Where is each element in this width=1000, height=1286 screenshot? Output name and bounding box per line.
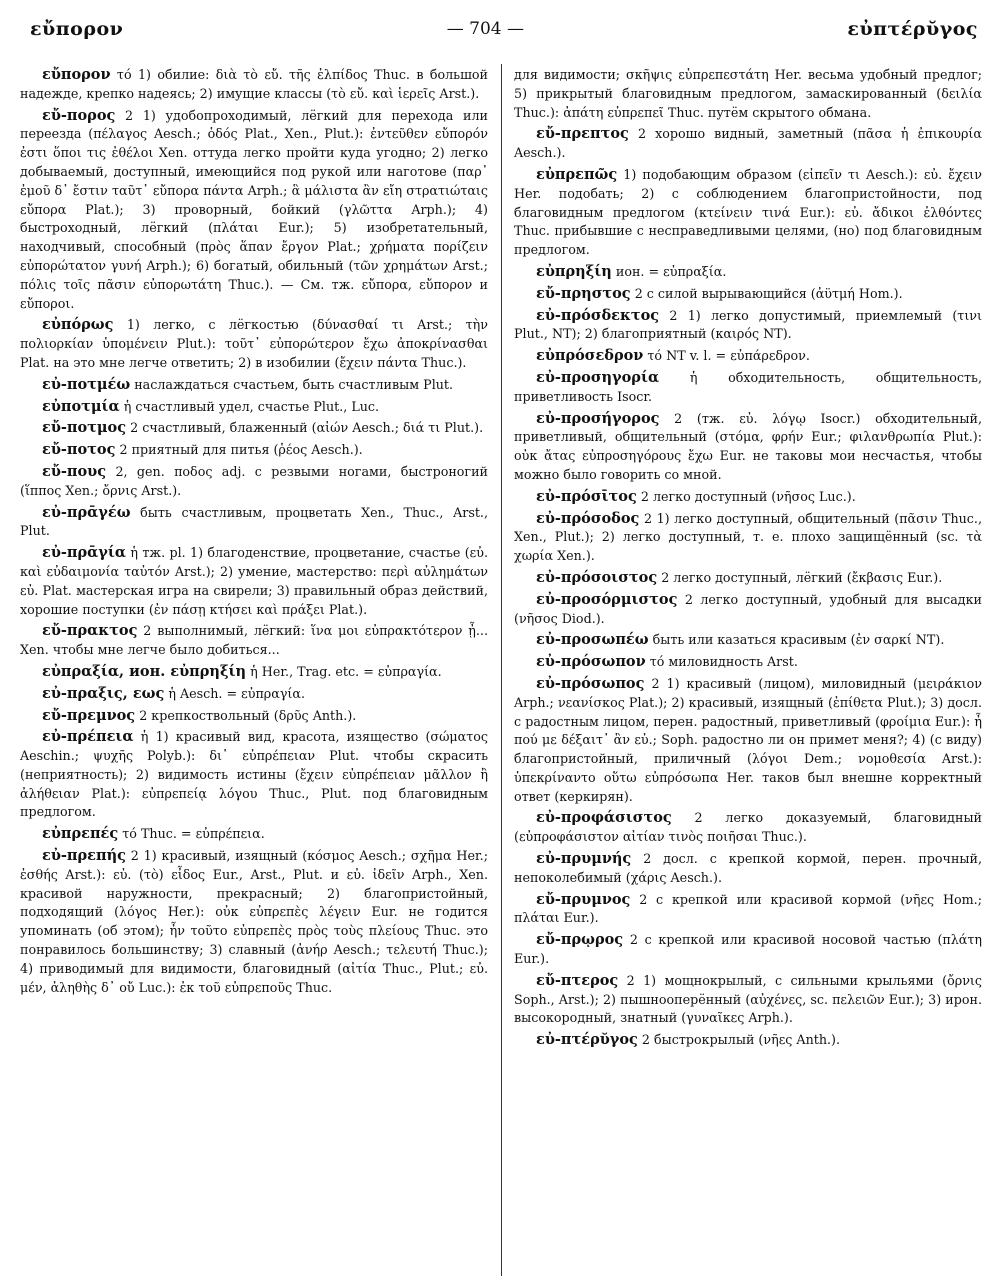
dictionary-entry xyxy=(20,419,488,438)
entry-headword: εὐ-πρόσοδος xyxy=(536,509,640,527)
entry-definition: 2 1) красивый, изящный (κόσμος Aesch.; σχῆμα Her.; ἐσθής Arst.): εὐ. (τὸ) εἶδος Eur., Arst., Plut. и εὐ. ἰδεῖν Arph., Xen. красивой наружности, прекрасный; 2) благопристойный, подходящий (λόγος Her.): οὐκ εὐπρεπὲς λέγειν Eur. не годится упоминать (об этом); ἦν τοῦτο εὐπρεπὲς πρὸς τοὺς πλείους Thuc. это понравилось большинству; 3) славный (ἀνήρ Aesch.; τελευτή Thuc.); 4) приводимый для видимости, благовидный (αἰτία Thuc., Plut.; εὐ. μέν, ἀληθὴς δ᾽ οὔ Luc.): ἐκ τοῦ εὐπρεποῦς Thuc. xyxy=(20,848,488,995)
dictionary-entry xyxy=(514,675,982,807)
dictionary-entry xyxy=(514,850,982,888)
dictionary-entry xyxy=(20,66,488,104)
entry-headword: εὐ-πρόσδεκτος xyxy=(536,306,660,324)
entry-headword: εὔ-πρεπτος xyxy=(536,125,629,143)
dictionary-entry xyxy=(514,307,982,345)
entry-definition: 2 крепкоствольный (δρῦς Anth.). xyxy=(139,707,357,723)
dictionary-entry xyxy=(20,504,488,542)
dictionary-entry xyxy=(20,544,488,619)
entry-definition: ἡ тж. pl. 1) благоденствие, процветание, счастье (εὐ. καὶ εὐδαιμονία ταὐτόν Arst.); 2) умение, мастерство: περὶ αὐλημάτων εὐ. Plat. мастерская игра на свирели; 3) правильный образ действий, хорошие поступки (ἐν πάσῃ κτήσει καὶ πράξει Plat.). xyxy=(20,545,488,617)
entry-headword: εὐπρεπές xyxy=(42,825,119,843)
entry-definition: быть или казаться красивым (ἐν σαρκί NT). xyxy=(652,632,945,648)
entry-headword: εὐ-πρόσοιστος xyxy=(536,568,658,586)
entry-definition: 2 хорошо видный, заметный (πᾶσα ἡ ἐπικουρία Aesch.). xyxy=(514,126,982,161)
dictionary-entry xyxy=(20,463,488,501)
entry-headword: εὐ-πτέρῠγος xyxy=(536,1031,638,1049)
entry-definition: 2 1) красивый (лицом), миловидный (μειράκιον Arph.; νεανίσκος Plat.); 2) красивый, изящный (ἐπίθετα Plut.); 3) досл. с радостным лицом, перен. радостный, приветливый (φροίμια Eur.): ἦ πού με δέξαιτ᾽ ἂν εὐ.; Soph. радостно ли он примет меня?; 4) (с виду) благопристойный, приличный (λόγοι Dem.; νομοθεσία Arst.): ὑπεκρίναντο οὕτω εὐπρόσωπα Her. таков был внешне корректный ответ (керкирян). xyxy=(514,675,982,804)
entry-definition: 2 с крепкой или красивой носовой частью (πλάτη Eur.). xyxy=(514,932,982,967)
entry-definition: 2 быстрокрылый (νῆες Anth.). xyxy=(641,1032,841,1048)
entry-definition: ἡ 1) красивый вид, красота, изящество (σώματος Aeschin.; ψυχῆς Polyb.): δι᾽ εὐπρέπειαν Plut. чтобы скрасить (неприятность); 2) видимость истины (ἔχειν εὐπρέπειαν μᾶλλον ἢ ἀλήθειαν Plat.): εὐπρεπείᾳ λόγου Thuc., Plut. под благовидным предлогом. xyxy=(20,729,488,820)
entry-definition: 2 легко доступный, лёгкий (ἔκβασις Eur.). xyxy=(661,569,943,585)
entry-headword: εὔ-πρυμνος xyxy=(536,890,631,908)
dictionary-entry xyxy=(20,685,488,704)
entry-definition: 2 1) легко доступный, общительный (πᾶσιν Thuc., Xen., Plut.); 2) легко доступный, т. е. плохо защищённый (sc. τὰ χωρία Xen.). xyxy=(514,510,982,564)
dictionary-entry xyxy=(20,707,488,726)
entry-headword: εὐπρεπῶς xyxy=(536,165,618,183)
entry-headword: εὔ-ποτος xyxy=(42,441,116,459)
entry-definition: для видимости; σκῆψις εὐπρεπεστάτη Her. весьма удобный предлог; 5) прикрытый благовидным предлогом, замаскированный (δειλία Thuc.): ἀπάτη εὐπρεπεῖ Thuc. путём скрытого обмана. xyxy=(514,67,982,120)
entry-headword: εὐπρηξίη xyxy=(536,262,612,280)
entry-headword: εὔ-πρεμνος xyxy=(42,706,136,724)
entry-definition: τό 1) обилие: διὰ τὸ εὔ. τῆς ἐλπίδος Thuc. в большой надежде, крепко надеясь; 2) имущие классы (τὸ εὔ. καὶ ἱερεῖς Arst.). xyxy=(20,67,488,101)
entry-headword: εὐ-πρέπεια xyxy=(42,728,134,746)
entry-headword: εὐ-ποτμέω xyxy=(42,375,131,393)
entry-definition: τό Thuc. = εὐπρέπεια. xyxy=(122,826,265,842)
dictionary-entry xyxy=(20,728,488,822)
dictionary-entry xyxy=(514,931,982,969)
dictionary-entry xyxy=(514,510,982,566)
dictionary-entry xyxy=(20,663,488,682)
dictionary-entry xyxy=(20,847,488,997)
entry-definition: ἡ обходительность, общительность, приветливость Isocr. xyxy=(514,369,982,404)
entry-definition: наслаждаться счастьем, быть счастливым Plut. xyxy=(134,376,454,392)
left-running-headword: εὔπορον xyxy=(30,18,124,40)
entry-definition: 2 1) удобопроходимый, лёгкий для перехода или переезда (πέλαγος Aesch.; ὁδός Plat., Xen., Plut.): ἐντεῦθεν εὔπορόν ἐστι ὅποι τις ἐθέλοι Xen. оттуда легко пройти куда угодно; 2) легко добываемый, доступный, имеющийся под рукой или наготове (παρ᾽ ἐμοῦ δ᾽ ἔστιν ταῦτ᾽ εὔπορα πάντα Arph.; ἃ μάλιστα ἂν εἴη στρατιώταις εὔπορα Plat.); 3) проворный, бойкий (γλῶττα Arph.); 4) быстроходный, лёгкий (πλάται Eur.); 5) изобретательный, находчивый, способный (πρὸς ἅπαν ἔργον Plat.; χρήματα πορίζειν εὐπορώτατον γυνή Arph.); 6) богатый, обильный (τῶν χρημάτων Arst.; πόλις τοῖς πᾶσιν εὐπορωτάτη Thuc.). — См. тж. εὔπορα, εὔπορον и εὔποροι. xyxy=(20,107,488,311)
entry-definition: 2 приятный для питья (ῥέος Aesch.). xyxy=(119,442,363,458)
entry-headword: εὐ-προσόρμιστος xyxy=(536,590,678,608)
dictionary-entry xyxy=(514,1031,982,1050)
dictionary-entry xyxy=(514,591,982,629)
entry-definition: 2 выполнимый, лёгкий: ἵνα μοι εὐπρακτότερον ᾖ... Xen. чтобы мне легче было добиться... xyxy=(20,623,488,658)
entry-headword: εὔ-πρακτος xyxy=(42,622,138,640)
dictionary-entry xyxy=(514,263,982,282)
entry-definition: быть счастливым, процветать Xen., Thuc., Arst., Plut. xyxy=(20,504,488,539)
page-header xyxy=(30,12,978,46)
entry-definition: 2 досл. с крепкой кормой, перен. прочный, непоколебимый (χάρις Aesch.). xyxy=(514,851,982,885)
entry-definition: 2 с крепкой или красивой кормой (νῆες Hom.; πλάται Eur.). xyxy=(514,891,982,926)
entry-definition: 1) подобающим образом (εἰπεῖν τι Aesch.): εὐ. ἔχειν Her. подобать; 2) с соблюдением благопристойности, под благовидным предлогом (κτείνειν τινά Eur.): εὐ. ἄδικοι ἐλθόντες Thuc. прибывшие с несправедливыми целями, (но) под благовидным предлогом. xyxy=(514,166,982,258)
entry-definition: ἡ Her., Trag. etc. = εὐπραγία. xyxy=(250,663,442,679)
entry-headword: εὐ-πρᾱγέω xyxy=(42,503,131,521)
entry-headword: εὐ-προσήγορος xyxy=(536,409,660,427)
dictionary-entry xyxy=(514,809,982,847)
entry-headword: εὐποτμία xyxy=(42,397,120,415)
dictionary-entry xyxy=(514,488,982,507)
dictionary-entry xyxy=(20,398,488,417)
entry-definition: 2 с силой вырывающийся (ἀϋτμή Hom.). xyxy=(634,285,903,301)
entry-headword: εὐ-πρυμνής xyxy=(536,850,632,868)
dictionary-entry xyxy=(514,972,982,1028)
right-column xyxy=(514,66,982,1053)
entry-headword: εὔ-πους xyxy=(42,462,107,480)
entry-headword: εὐ-πρόσῑτος xyxy=(536,487,637,505)
dictionary-entry xyxy=(514,569,982,588)
dictionary-entry xyxy=(514,631,982,650)
left-column xyxy=(20,66,488,1000)
right-running-headword: εὐπτέρῠγος xyxy=(847,18,978,40)
entry-definition: 2 (тж. εὐ. λόγῳ Isocr.) обходительный, приветливый, общительный (στόμα, φρήν Eur.; φιλανθρωπία Plut.): οὐκ ἄτας εὐπροσηγόρους ἔχω Eur. не таковы мои несчастья, чтобы можно было говорить со мной. xyxy=(514,410,982,482)
dictionary-entry xyxy=(20,107,488,314)
entry-definition: ион. = εὐπραξία. xyxy=(615,263,727,279)
entry-headword: εὐπόρως xyxy=(42,316,114,334)
entry-headword: εὔ-πτερος xyxy=(536,971,619,989)
entry-headword: εὐ-πρεπής xyxy=(42,847,126,865)
dictionary-entry xyxy=(514,369,982,407)
column-divider xyxy=(501,64,502,1276)
dictionary-entry xyxy=(514,347,982,366)
entry-headword: εὐ-προφάσιστος xyxy=(536,809,672,827)
entry-definition: ἡ счастливый удел, счастье Plut., Luc. xyxy=(123,398,380,414)
entry-definition: 2 счастливый, блаженный (αἰών Aesch.; διά τι Plut.). xyxy=(130,420,484,436)
entry-definition: ἡ Aesch. = εὐπραγία. xyxy=(168,685,305,701)
entry-headword: εὔπορον xyxy=(42,66,111,83)
entry-headword: εὔ-ποτμος xyxy=(42,419,127,437)
entry-definition: τό NT v. l. = εὐπάρεδρον. xyxy=(647,348,810,364)
dictionary-entry xyxy=(20,441,488,460)
entry-headword: εὐ-προσωπέω xyxy=(536,631,649,649)
entry-headword: εὐπραξία, ион. εὐπρηξίη xyxy=(42,662,247,680)
entry-definition: 2 1) легко допустимый, приемлемый (τινι Plut., NT); 2) благоприятный (καιρός NT). xyxy=(514,307,982,342)
entry-headword: εὔ-πρηστος xyxy=(536,284,631,302)
entry-headword: εὔ-πορος xyxy=(42,106,116,124)
entry-definition: 2, gen. ποδος adj. с резвыми ногами, быстроногий (ἵππος Xen.; ὄρνις Arst.). xyxy=(20,463,488,498)
entry-definition: 2 легко доступный, удобный для высадки (νῆσος Diod.). xyxy=(514,591,982,626)
entry-headword: εὐ-πραξις, εως xyxy=(42,684,165,702)
entry-definition: 1) легко, с лёгкостью (δύνασθαί τι Arst.; τὴν πολιορκίαν ὑπομένειν Plut.): τοῦτ᾽ εὐπορώτερον ἔχω ἀποκρίνασθαι Plat. на это мне легче ответить; 2) в изобилии (ἔχειν πάντα Thuc.). xyxy=(20,317,488,370)
dictionary-entry xyxy=(20,316,488,372)
dictionary-entry xyxy=(514,285,982,304)
entry-headword: εὐ-προσηγορία xyxy=(536,368,660,386)
dictionary-entry xyxy=(20,825,488,844)
dictionary-entry xyxy=(514,166,982,260)
dictionary-entry xyxy=(514,125,982,163)
dictionary-entry xyxy=(514,410,982,485)
entry-definition: 2 1) мощнокрылый, с сильными крыльями (ὄρνις Soph., Arst.); 2) пышнооперённый (αὐχένες, sc. πελειῶν Eur.); 3) ирон. высокородный, знатный (γυναῖκες Arph.). xyxy=(514,972,982,1026)
dictionary-entry xyxy=(20,376,488,395)
page-number: — 704 — xyxy=(446,19,524,39)
entry-definition: τό миловидность Arst. xyxy=(649,654,798,670)
entry-definition: 2 легко доступный (νῆσος Luc.). xyxy=(640,488,856,504)
entry-headword: εὐ-πρόσωπον xyxy=(536,653,646,671)
entry-headword: εὔ-πρῳρος xyxy=(536,931,624,949)
entry-definition: 2 легко доказуемый, благовидный (εὐπροφάσιστον αἰτίαν τινὸς ποιῆσαι Thuc.). xyxy=(514,810,982,845)
dictionary-entry xyxy=(20,622,488,660)
entry-headword: εὐ-πρᾱγία xyxy=(42,544,127,562)
entry-headword: εὐπρόσεδρον xyxy=(536,347,644,365)
entry-headword: εὐ-πρόσωπος xyxy=(536,674,645,692)
dictionary-entry xyxy=(514,653,982,672)
dictionary-entry xyxy=(514,891,982,929)
dictionary-entry xyxy=(514,66,982,122)
